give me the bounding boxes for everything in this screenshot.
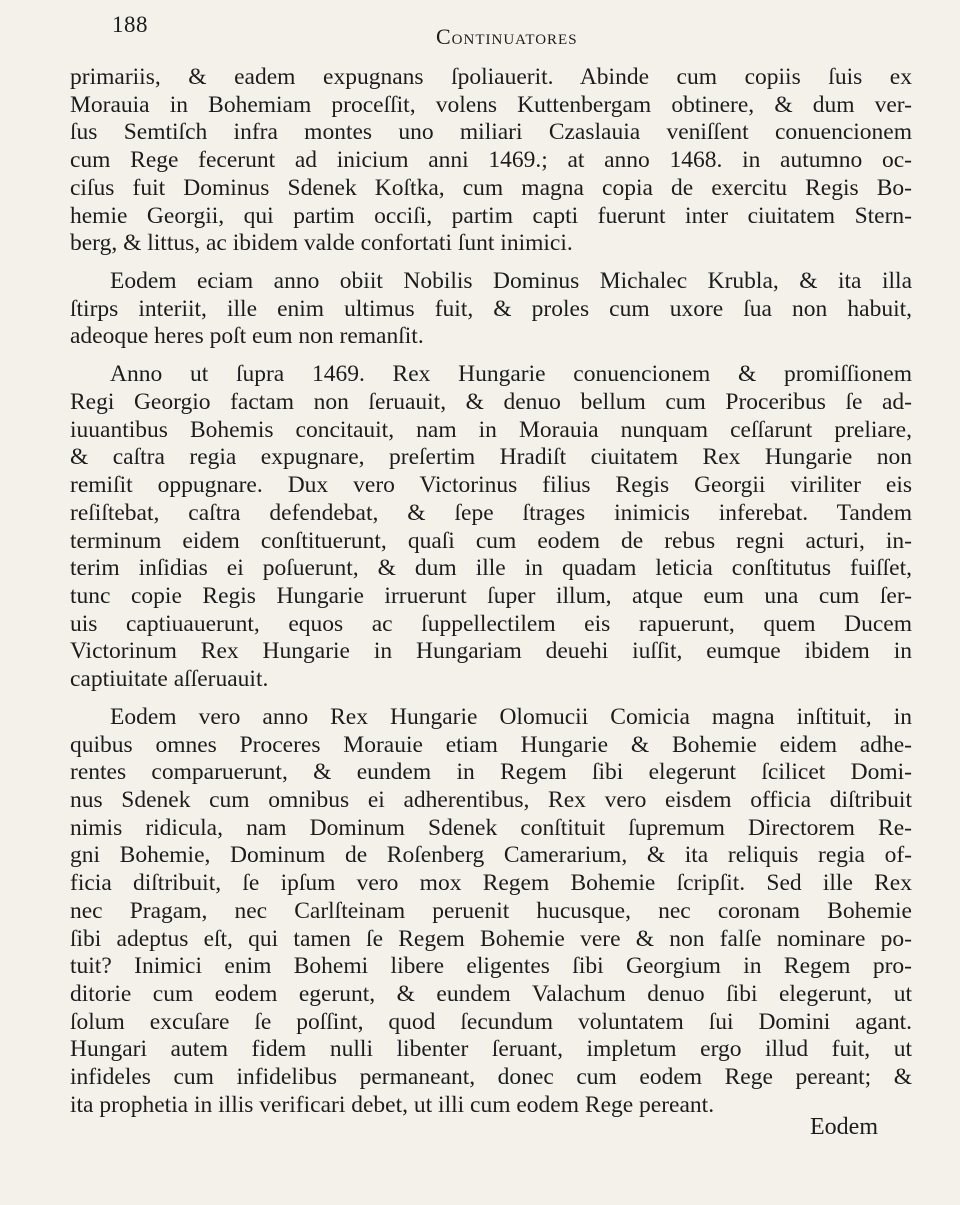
text-line: berg, & littus, ac ibidem valde confortati ſunt inimici. — [70, 230, 573, 257]
text-line: reſiſtebat, caſtra defendebat, & ſepe ſtrages inimicis inferebat. Tandem — [70, 499, 912, 526]
catchword: Eodem — [810, 1114, 878, 1140]
text-line: infideles cum infidelibus permaneant, donec cum eodem Rege pereant; & — [70, 1064, 912, 1091]
body-text — [70, 64, 912, 1130]
text-line: ficia diſtribuit, ſe ipſum vero mox Regem Bohemie ſcripſit. Sed ille Rex — [70, 870, 912, 897]
text-line: nus Sdenek cum omnibus ei adherentibus, Rex vero eisdem officia diſtribuit — [70, 786, 912, 813]
text-line: iuuantibus Bohemis concitauit, nam in Morauia nunquam ceſſarunt preliare, — [70, 416, 912, 443]
text-line: terminum eidem conſtituerunt, quaſi cum eodem de rebus regni acturi, in- — [70, 527, 912, 554]
text-line: Eodem vero anno Rex Hungarie Olomucii Comicia magna inſtituit, in — [110, 703, 912, 730]
text-line: ditorie cum eodem egerunt, & eundem Valachum denuo ſibi elegerunt, ut — [70, 981, 912, 1007]
text-line: hemie Georgii, qui partim occiſi, partim capti fuerunt inter ciuitatem Stern- — [70, 202, 912, 229]
text-line: tuit? Inimici enim Bohemi libere eligentes ſibi Georgium in Regem pro- — [70, 953, 912, 980]
text-line: Victorinum Rex Hungarie in Hungariam deuehi iuſſit, eumque ibidem in — [70, 638, 912, 665]
text-line: Morauia in Bohemiam proceſſit, volens Kuttenbergam obtinere, & dum ver- — [70, 91, 912, 118]
text-line: remiſit oppugnare. Dux vero Victorinus filius Regis Georgii viriliter eis — [70, 472, 912, 499]
text-line: nec Pragam, nec Carlſteinam peruenit hucusque, nec coronam Bohemie — [70, 897, 912, 924]
text-line: adeoque heres poſt eum non remanſit. — [70, 323, 424, 350]
paragraph-4 — [70, 704, 912, 1120]
text-line: primariis, & eadem expugnans ſpoliauerit. Abinde cum copiis ſuis ex — [70, 64, 912, 90]
text-line: cum Rege fecerunt ad inicium anni 1469.; at anno 1468. in autumno oc- — [70, 147, 912, 174]
text-line: tunc copie Regis Hungarie irruerunt ſuper illum, atque eum una cum ſer- — [70, 582, 912, 609]
text-line: terim inſidias ei poſuerunt, & dum ille in quadam leticia conſtitutus fuiſſet, — [70, 555, 912, 582]
text-line: quibus omnes Proceres Morauie etiam Hungarie & Bohemie eidem adhe- — [70, 731, 912, 758]
text-line: Eodem eciam anno obiit Nobilis Dominus Michalec Krubla, & ita illa — [110, 268, 912, 295]
text-line: ita prophetia in illis verificari debet, ut illi cum eodem Rege pereant. — [70, 1091, 715, 1118]
text-line: gni Bohemie, Dominum de Roſenberg Camerarium, & ita reliquis regia of- — [70, 842, 912, 869]
paragraph-2 — [70, 268, 912, 351]
text-line: & caſtra regia expugnare, preſertim Hradiſt ciuitatem Rex Hungarie non — [70, 444, 912, 471]
text-line: ſtirps interiit, ille enim ultimus fuit, & proles cum uxore ſua non habuit, — [70, 295, 912, 322]
text-line: Anno ut ſupra 1469. Rex Hungarie conuencionem & promiſſionem — [110, 361, 912, 388]
text-line: Regi Georgio factam non ſeruauit, & denuo bellum cum Proceribus ſe ad- — [70, 388, 912, 415]
text-line: ſolum excuſare ſe poſſint, quod ſecundum voluntatem ſui Domini agant. — [70, 1008, 912, 1035]
text-line: captiuitate aſſeruauit. — [70, 666, 269, 693]
text-line: rentes comparuerunt, & eundem in Regem ſibi elegerunt ſcilicet Domi- — [70, 759, 912, 786]
page-number: 188 — [112, 12, 148, 37]
paragraph-3 — [70, 361, 912, 694]
text-line: ſus Semtiſch infra montes uno miliari Czaslauia veniſſent conuencionem — [70, 119, 912, 146]
text-line: uis captiuauerunt, equos ac ſuppellectilem eis rapuerunt, quem Ducem — [70, 610, 912, 637]
paragraph-1 — [70, 64, 912, 258]
text-line: ciſus fuit Dominus Sdenek Koſtka, cum magna copia de exercitu Regis Bo- — [70, 174, 912, 201]
text-line: Hungari autem fidem nulli libenter ſeruant, impletum ergo illud fuit, ut — [70, 1036, 912, 1063]
text-line: ſibi adeptus eſt, qui tamen ſe Regem Bohemie vere & non falſe nominare po- — [70, 925, 912, 952]
text-line: nimis ridicula, nam Dominum Sdenek conſtituit ſupremum Directorem Re- — [70, 814, 912, 841]
running-head: Continuatores — [436, 24, 578, 49]
